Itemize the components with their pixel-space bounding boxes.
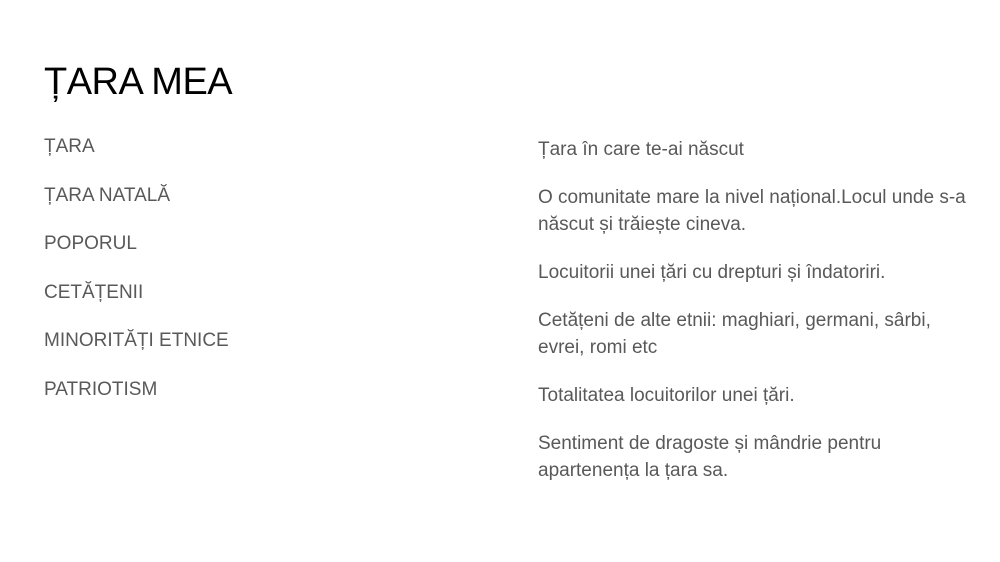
term-item: MINORITĂȚI ETNICE xyxy=(44,330,229,352)
term-item: PATRIOTISM xyxy=(44,378,158,400)
terms-list xyxy=(44,136,464,428)
term-item: ȚARA NATALĂ xyxy=(44,184,170,206)
definition-item: O comunitate mare la nivel național.Locul unde s-a născut și trăiește cineva. xyxy=(538,187,966,235)
definition-item: Locuitorii unei țări cu drepturi și îndatoriri. xyxy=(538,262,886,283)
term-item: POPORUL xyxy=(44,233,137,255)
term-item: CETĂȚENII xyxy=(44,281,144,303)
definition-item: Totalitatea locuitorilor unei țări. xyxy=(538,385,795,406)
definitions-list xyxy=(538,136,968,505)
slide-title: ȚARA MEA xyxy=(44,61,233,103)
definition-item: Sentiment de dragoste și mândrie pentru apartenența la țara sa. xyxy=(538,433,882,481)
term-item: ȚARA xyxy=(44,136,95,157)
definition-item: Cetățeni de alte etnii: maghiari, germani, sârbi, evrei, romi etc xyxy=(538,310,931,358)
definition-item: Țara în care te-ai născut xyxy=(538,139,744,160)
